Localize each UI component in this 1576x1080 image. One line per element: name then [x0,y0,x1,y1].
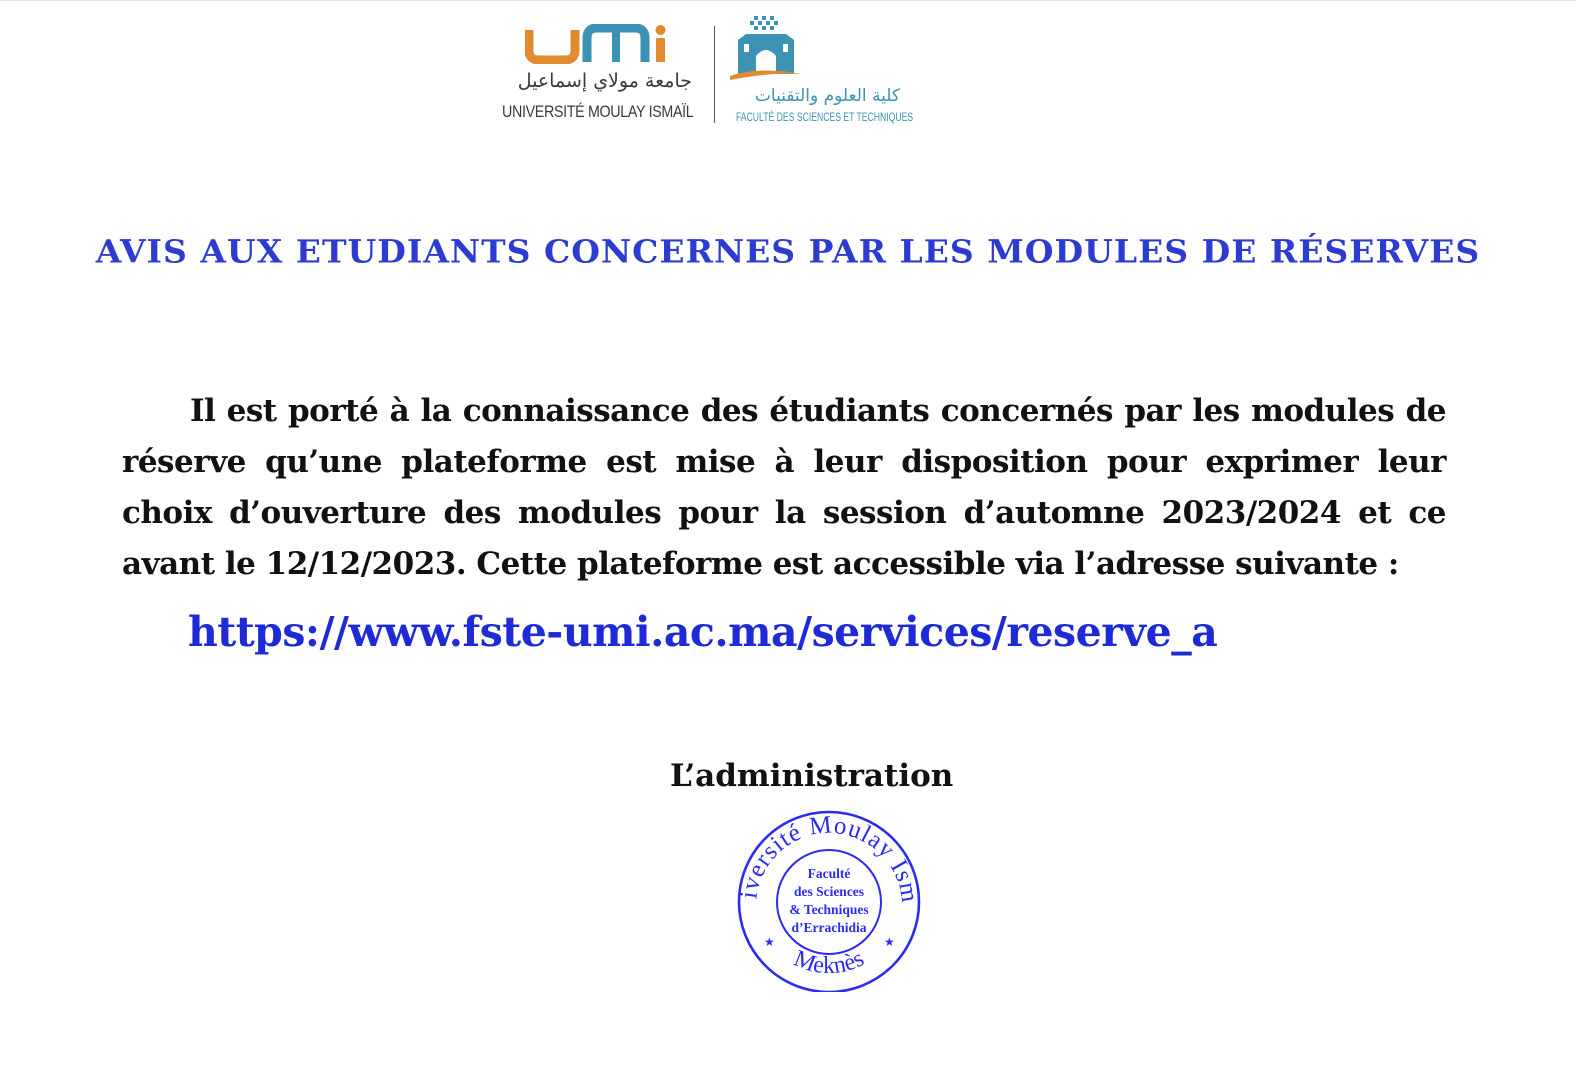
umi-logo-mark-icon [525,24,675,64]
university-stamp-icon [734,806,924,992]
signature: L’administration [670,758,954,794]
notice-paragraph: Il est porté à la connaissance des étudiants concernés par les modules de réserve qu’une plateforme est mise à leur disposition pour exprimer leur choix d’ouverture des modules pour la session d’automne 2023/2024 et ce avant le 12/12/2023. Cette plateforme est accessible via l’adresse suivante : [122,393,1446,582]
svg-text:Faculté: Faculté [807,866,851,881]
umi-arabic-name: جامعة مولاي إسماعيل [517,70,692,92]
fst-logo [728,14,914,126]
official-stamp [734,806,924,992]
svg-text:★: ★ [764,935,775,949]
fst-arabic-name: كلية العلوم والتقنيات [754,86,900,106]
svg-text:d’Errachidia: d’Errachidia [791,920,867,935]
svg-text:Université Moulay Ismail: iversité Moulay Ism [735,811,924,905]
svg-text:des Sciences: des Sciences [793,884,865,899]
notice-title [0,233,1576,270]
umi-logo [500,22,700,128]
fst-gate-emblem-icon [730,14,810,84]
svg-text:Meknès: Meknès [790,945,869,980]
svg-text:& Techniques: & Techniques [789,902,869,917]
fst-french-name: FACULTÉ DES SCIENCES ET TECHNIQUES [736,110,914,124]
svg-text:★: ★ [884,935,895,949]
notice-title-text: AVIS AUX ETUDIANTS CONCERNES PAR LES MODULES DE RÉSERVES [95,232,1481,271]
top-border [0,0,1576,1]
logo-divider [714,26,715,123]
umi-french-name: UNIVERSITÉ MOULAY ISMAÏL [502,102,694,121]
platform-url-link[interactable]: https://www.fste-umi.ac.ma/services/reserve_a [188,608,1218,656]
